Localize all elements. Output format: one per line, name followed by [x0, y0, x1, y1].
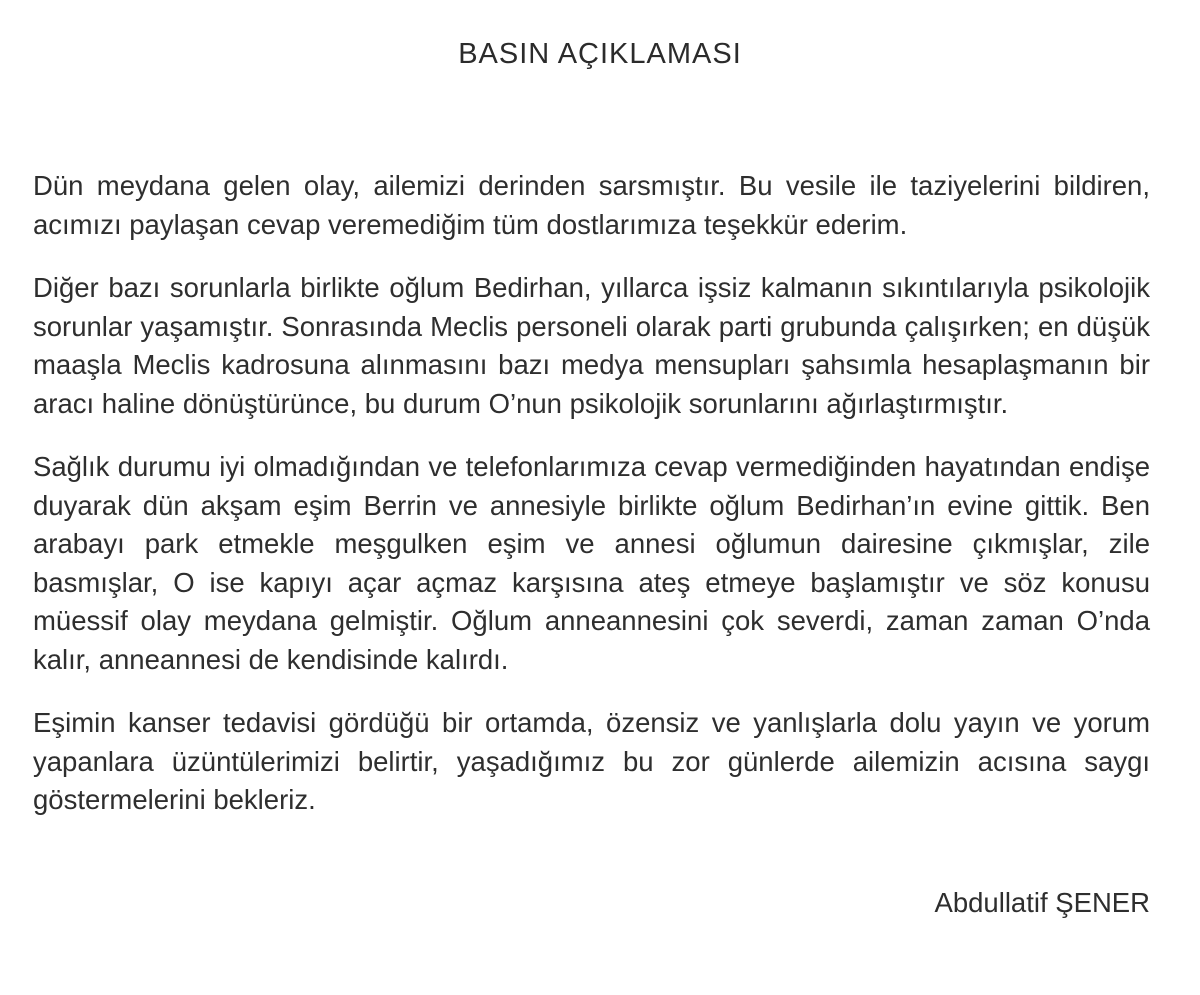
paragraph-4: Eşimin kanser tedavisi gördüğü bir ortamda, özensiz ve yanlışlarla dolu yayın ve yorum yapanlara üzüntülerimizi belirtir, yaşadığımız bu zor günlerde ailemizin acısına saygı göstermelerini bekleriz.	[33, 707, 1150, 815]
signature: Abdullatif ŞENER	[934, 886, 1150, 918]
document-body	[33, 167, 1150, 922]
paragraph-3: Sağlık durumu iyi olmadığından ve telefonlarımıza cevap vermediğinden hayatından endişe duyarak dün akşam eşim Berrin ve annesiyle birlikte oğlum Bedirhan’ın evine gittik. Ben arabayı park etmekle meşgulken eşim ve annesi oğlumun dairesine çıkmışlar, zile basmışlar, O ise kapıyı açar açmaz karşısına ateş etmeye başlamıştır ve söz konusu müessif olay meydana gelmiştir. Oğlum anneannesini çok severdi, zaman zaman O’nda kalır, anneannesi de kendisinde kalırdı.	[33, 451, 1150, 675]
paragraph-1: Dün meydana gelen olay, ailemizi derinden sarsmıştır. Bu vesile ile taziyelerini bildiren, acımızı paylaşan cevap veremediğim tüm dostlarımıza teşekkür ederim.	[33, 170, 1150, 240]
document-title: BASIN AÇIKLAMASI	[458, 38, 742, 70]
paragraph-2: Diğer bazı sorunlarla birlikte oğlum Bedirhan, yıllarca işsiz kalmanın sıkıntılarıyla psikolojik sorunlar yaşamıştır. Sonrasında Meclis personeli olarak parti grubunda çalışırken; en düşük maaşla Meclis kadrosuna alınmasını bazı medya mensupları şahsımla hesaplaşmanın bir aracı haline dönüştürünce, bu durum O’nun psikolojik sorunlarını ağırlaştırmıştır.	[33, 272, 1150, 419]
